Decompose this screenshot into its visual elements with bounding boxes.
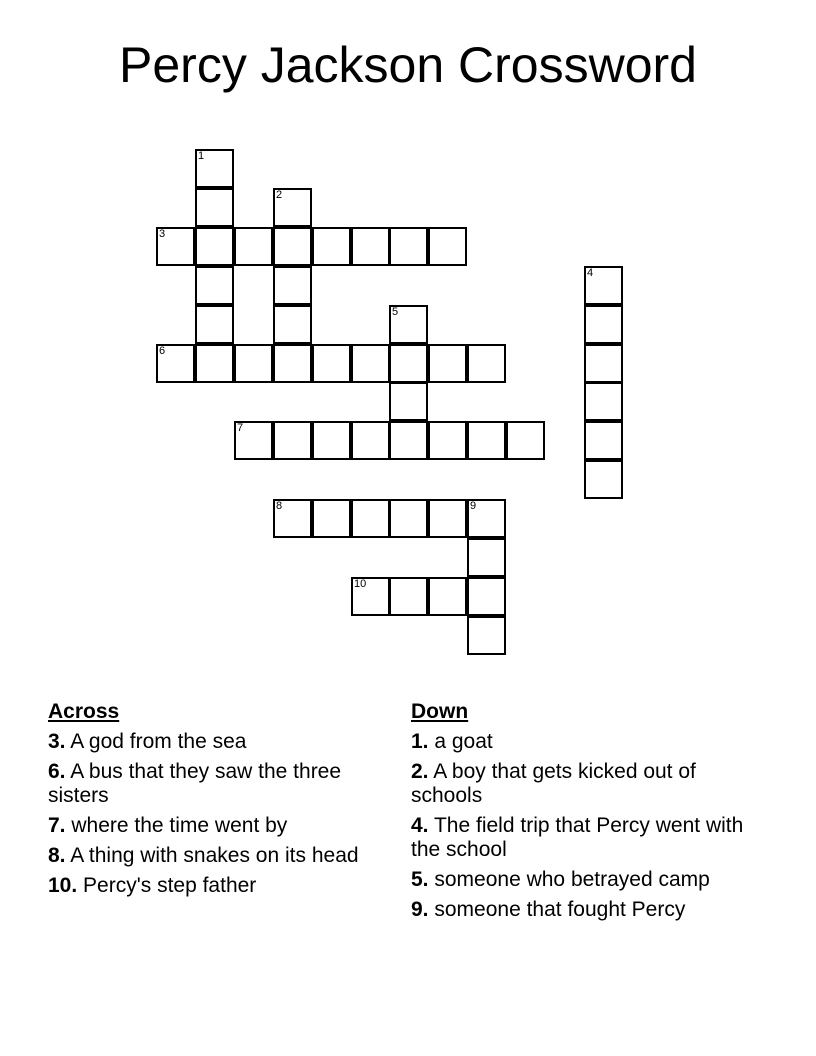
clue-text: A thing with snakes on its head xyxy=(70,844,359,867)
clue-text: someone that fought Percy xyxy=(434,898,686,921)
down-clue xyxy=(411,760,751,808)
clue-number: 7. xyxy=(48,814,66,837)
grid-cell[interactable] xyxy=(428,421,467,460)
clue-text: A god from the sea xyxy=(70,730,247,753)
grid-cell[interactable] xyxy=(312,421,351,460)
grid-cell[interactable] xyxy=(584,344,623,383)
grid-cell[interactable] xyxy=(195,305,234,344)
grid-cell[interactable] xyxy=(428,227,467,266)
across-clue xyxy=(48,874,368,898)
grid-cell[interactable] xyxy=(351,499,390,538)
grid-cell[interactable] xyxy=(467,538,506,577)
grid-cell[interactable] xyxy=(351,344,390,383)
grid-cell[interactable] xyxy=(156,344,195,383)
clue-text: a goat xyxy=(434,730,493,753)
clue-number: 6. xyxy=(48,760,66,783)
down-clue xyxy=(411,898,751,922)
grid-cell[interactable] xyxy=(584,305,623,344)
grid-cell[interactable] xyxy=(195,266,234,305)
cell-number: 10 xyxy=(354,578,367,590)
puzzle-title: Percy Jackson Crossword xyxy=(119,37,697,93)
grid-cell[interactable] xyxy=(156,227,195,266)
cell-number: 5 xyxy=(392,306,399,318)
grid-cell[interactable] xyxy=(273,227,312,266)
across-clues xyxy=(48,700,368,904)
grid-cell[interactable] xyxy=(234,227,273,266)
grid-cell[interactable] xyxy=(389,421,428,460)
down-clue xyxy=(411,868,751,892)
cell-number: 2 xyxy=(276,189,283,201)
cell-number: 6 xyxy=(159,345,166,357)
grid-cell[interactable] xyxy=(389,577,428,616)
grid-cell[interactable] xyxy=(389,305,428,344)
cell-number: 1 xyxy=(198,150,205,162)
grid-cell[interactable] xyxy=(428,344,467,383)
cell-number: 7 xyxy=(237,422,244,434)
clue-number: 1. xyxy=(411,730,429,753)
grid-cell[interactable] xyxy=(273,344,312,383)
clue-text: Percy's step father xyxy=(83,874,257,897)
across-clue xyxy=(48,844,368,868)
down-heading: Down xyxy=(411,700,469,723)
clue-text: A bus that they saw the three sisters xyxy=(48,760,342,807)
clue-number: 9. xyxy=(411,898,429,921)
grid-cell[interactable] xyxy=(273,266,312,305)
grid-cell[interactable] xyxy=(312,499,351,538)
grid-cell[interactable] xyxy=(467,499,506,538)
across-clue xyxy=(48,730,368,754)
clue-number: 3. xyxy=(48,730,66,753)
grid-cell[interactable] xyxy=(389,227,428,266)
clue-number: 10. xyxy=(48,874,78,897)
grid-cell[interactable] xyxy=(428,499,467,538)
grid-cell[interactable] xyxy=(467,616,506,655)
down-clues xyxy=(411,700,751,928)
grid-cell[interactable] xyxy=(584,382,623,421)
grid-cell[interactable] xyxy=(467,344,506,383)
grid-cell[interactable] xyxy=(195,344,234,383)
grid-cell[interactable] xyxy=(195,188,234,227)
grid-cell[interactable] xyxy=(195,149,234,188)
grid-cell[interactable] xyxy=(584,460,623,499)
down-clue xyxy=(411,814,751,862)
grid-cell[interactable] xyxy=(234,421,273,460)
grid-cell[interactable] xyxy=(351,421,390,460)
grid-cell[interactable] xyxy=(584,266,623,305)
cell-number: 4 xyxy=(587,267,594,279)
grid-cell[interactable] xyxy=(273,305,312,344)
across-clue xyxy=(48,760,368,808)
grid-cell[interactable] xyxy=(467,421,506,460)
grid-cell[interactable] xyxy=(312,344,351,383)
clue-number: 5. xyxy=(411,868,429,891)
grid-cell[interactable] xyxy=(351,227,390,266)
clue-number: 4. xyxy=(411,814,429,837)
grid-cell[interactable] xyxy=(351,577,390,616)
cell-number: 8 xyxy=(276,500,283,512)
cell-number: 9 xyxy=(470,500,477,512)
down-clue xyxy=(411,730,751,754)
grid-cell[interactable] xyxy=(467,577,506,616)
clue-number: 2. xyxy=(411,760,429,783)
grid-cell[interactable] xyxy=(273,499,312,538)
clue-text: where the time went by xyxy=(71,814,288,837)
cell-number: 3 xyxy=(159,228,166,240)
across-clue xyxy=(48,814,368,838)
across-heading: Across xyxy=(48,700,120,723)
grid-cell[interactable] xyxy=(584,421,623,460)
grid-cell[interactable] xyxy=(389,499,428,538)
grid-cell[interactable] xyxy=(234,344,273,383)
grid-cell[interactable] xyxy=(273,188,312,227)
clue-text: The field trip that Percy went with the school xyxy=(411,814,744,861)
grid-cell[interactable] xyxy=(506,421,545,460)
clue-text: someone who betrayed camp xyxy=(434,868,710,891)
grid-cell[interactable] xyxy=(389,382,428,421)
grid-cell[interactable] xyxy=(195,227,234,266)
grid-cell[interactable] xyxy=(312,227,351,266)
grid-cell[interactable] xyxy=(428,577,467,616)
grid-cell[interactable] xyxy=(389,344,428,383)
grid-cell[interactable] xyxy=(273,421,312,460)
clue-text: A boy that gets kicked out of schools xyxy=(411,760,696,807)
clue-number: 8. xyxy=(48,844,66,867)
